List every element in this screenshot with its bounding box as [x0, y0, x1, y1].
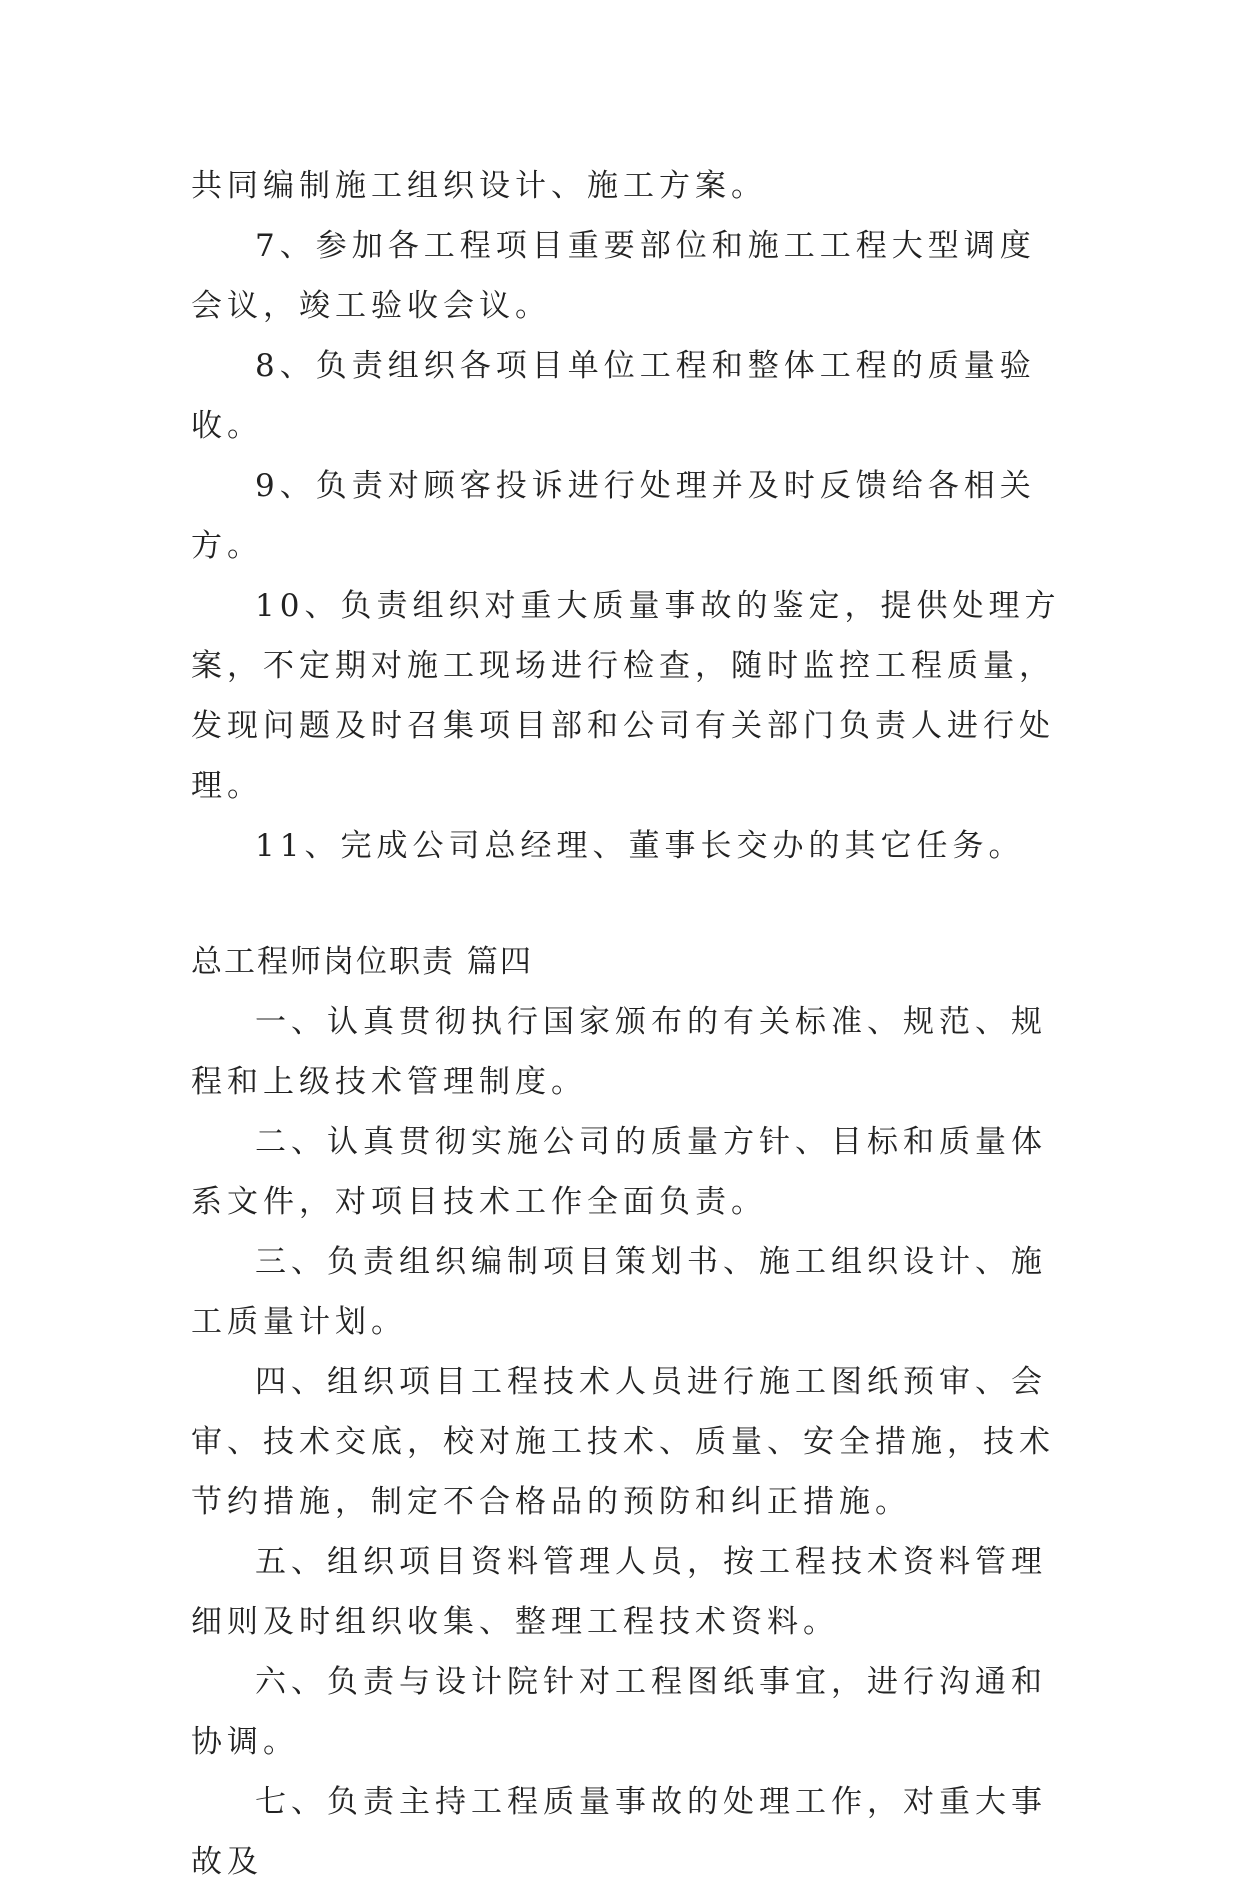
paragraph-duty-3: 三、负责组织编制项目策划书、施工组织设计、施工质量计划。 [191, 1244, 1047, 1340]
paragraph-item-11: 11、完成公司总经理、董事长交办的其它任务。 [255, 828, 1025, 864]
paragraph-duty-5: 五、组织项目资料管理人员，按工程技术资料管理细则及时组织收集、整理工程技术资料。 [191, 1544, 1047, 1640]
paragraph-duty-7: 七、负责主持工程质量事故的处理工作，对重大事故及 [191, 1784, 1047, 1880]
section-spacer [191, 876, 1071, 932]
paragraph-item-10: 10、负责组织对重大质量事故的鉴定，提供处理方案，不定期对施工现场进行检查，随时监控工程质量，发现问题及时召集项目部和公司有关部门负责人进行处理。 [191, 588, 1061, 804]
document-body [191, 156, 1071, 1892]
paragraph-duty-6: 六、负责与设计院针对工程图纸事宜，进行沟通和协调。 [191, 1664, 1047, 1760]
paragraph-duty-1: 一、认真贯彻执行国家颁布的有关标准、规范、规程和上级技术管理制度。 [191, 1004, 1047, 1100]
paragraph-continuation: 共同编制施工组织设计、施工方案。 [191, 168, 767, 204]
paragraph-item-8: 8、负责组织各项目单位工程和整体工程的质量验收。 [191, 348, 1036, 444]
section-heading: 总工程师岗位职责 篇四 [191, 944, 533, 980]
paragraph-item-9: 9、负责对顾客投诉进行处理并及时反馈给各相关方。 [191, 468, 1036, 564]
paragraph-item-7: 7、参加各工程项目重要部位和施工工程大型调度会议，竣工验收会议。 [191, 228, 1036, 324]
paragraph-duty-2: 二、认真贯彻实施公司的质量方针、目标和质量体系文件，对项目技术工作全面负责。 [191, 1124, 1047, 1220]
paragraph-duty-4: 四、组织项目工程技术人员进行施工图纸预审、会审、技术交底，校对施工技术、质量、安全措施，技术节约措施，制定不合格品的预防和纠正措施。 [191, 1364, 1055, 1520]
